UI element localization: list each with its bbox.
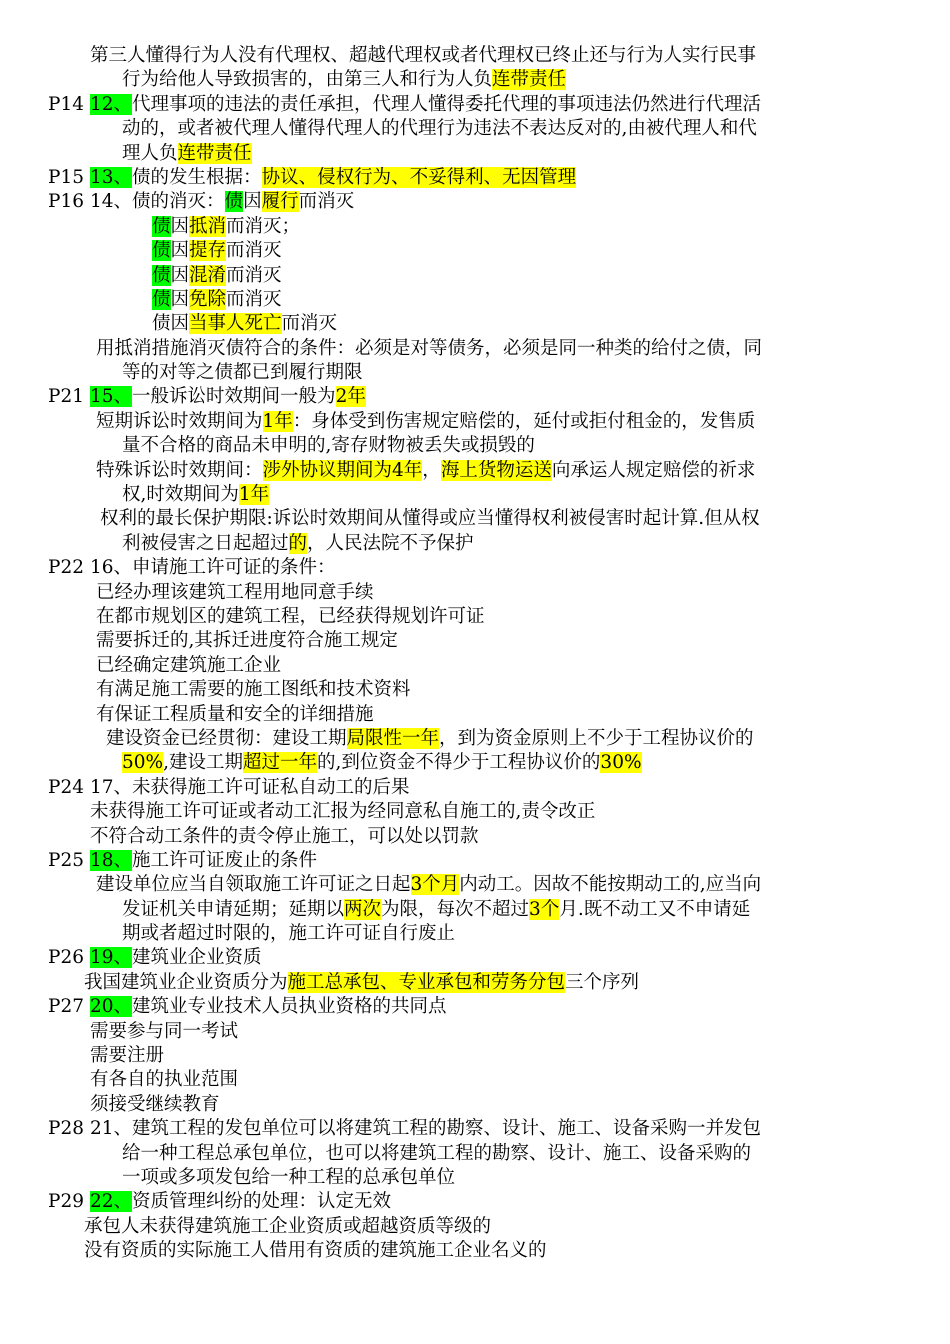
text-line	[0, 727, 950, 751]
text-line	[0, 703, 950, 727]
text-line	[0, 288, 950, 312]
line-text	[100, 507, 760, 531]
text-segment: 有各自的执业范围	[90, 1069, 239, 1091]
text-segment: 不符合动工条件的责令停止施工，可以处以罚款	[90, 825, 479, 847]
highlight-yellow: 1年	[262, 410, 293, 432]
page-ref: P26	[48, 947, 84, 969]
text-segment: 权,时效期间为	[122, 484, 239, 506]
text-segment: 已经确定建筑施工企业	[96, 654, 282, 676]
line-text	[122, 532, 474, 556]
line-text	[84, 971, 639, 995]
text-line	[0, 68, 950, 92]
text-segment: 建筑业专业技术人员执业资格的共同点	[132, 996, 447, 1018]
highlight-yellow: 2年	[335, 386, 366, 408]
text-segment: 没有资质的实际施工人借用有资质的建筑施工企业名义的	[84, 1240, 547, 1262]
text-segment: 向承运人规定赔偿的祈求	[551, 459, 756, 481]
line-text	[90, 385, 366, 409]
text-segment: 而消灭	[281, 313, 338, 335]
highlight-yellow: 50%	[122, 752, 164, 774]
text-line	[0, 776, 950, 800]
text-line	[0, 117, 950, 141]
highlight-green: 15、	[90, 386, 133, 408]
text-segment: ，	[422, 459, 441, 481]
line-text	[90, 44, 756, 68]
text-segment: 17、未获得施工许可证私自动工的后果	[90, 776, 410, 798]
text-segment: 而消灭	[298, 191, 355, 213]
text-line	[0, 751, 950, 775]
text-line	[0, 1166, 950, 1190]
text-line	[0, 361, 950, 385]
text-segment: 建筑业企业资质	[132, 947, 262, 969]
page-ref: P25	[48, 849, 84, 871]
text-line	[0, 93, 950, 117]
text-line	[0, 532, 950, 556]
text-line	[0, 605, 950, 629]
line-text	[106, 727, 754, 751]
text-segment: 而消灭	[226, 240, 282, 262]
highlight-green: 债	[152, 264, 171, 286]
highlight-yellow: 海上货物运送	[440, 459, 552, 481]
text-segment: 为限，每次不超过	[381, 898, 530, 920]
text-segment: ，到为资金原则上不少于工程协议价的	[439, 727, 754, 749]
text-line	[0, 1044, 950, 1068]
text-line	[0, 385, 950, 409]
text-segment: ：身体受到伤害规定赔偿的，延付或拒付租金的，发售质	[292, 410, 756, 432]
text-segment: 发证机关申请延期；延期以	[122, 898, 345, 920]
text-segment: 量不合格的商品未申明的,寄存财物被丢失或损毁的	[122, 435, 535, 457]
text-segment: 的,到位资金不得少于工程协议价的	[317, 752, 601, 774]
text-segment: 代理事项的违法的责任承担，代理人懂得委托代理的事项违法仍然进行代理活	[132, 93, 762, 115]
highlight-yellow: 抵消	[189, 215, 227, 237]
text-segment: 特殊诉讼时效期间：	[96, 459, 263, 481]
text-segment: 动的，或者被代理人懂得代理人的代理行为违法不表达反对的,由被代理人和代	[122, 118, 757, 140]
text-line	[0, 1020, 950, 1044]
text-segment: 一般诉讼时效期间一般为	[132, 386, 336, 408]
text-line	[0, 581, 950, 605]
text-line	[0, 483, 950, 507]
highlight-yellow: 3个	[529, 898, 560, 920]
line-text	[90, 849, 317, 873]
line-text	[90, 93, 761, 117]
line-text	[96, 459, 755, 483]
line-text	[122, 483, 269, 507]
text-line	[0, 629, 950, 653]
text-line	[0, 971, 950, 995]
line-text	[90, 995, 447, 1019]
line-text	[90, 1044, 164, 1068]
highlight-yellow: 连带责任	[492, 69, 567, 91]
text-segment: 有满足施工需要的施工图纸和技术资料	[96, 679, 411, 701]
text-line	[0, 166, 950, 190]
page-ref: P29	[48, 1191, 84, 1213]
highlight-yellow: 1年	[238, 484, 270, 506]
highlight-yellow: 3个月	[410, 874, 460, 896]
text-line	[0, 1117, 950, 1141]
line-text	[152, 264, 282, 288]
document-body	[0, 44, 950, 1264]
line-text	[90, 1190, 391, 1214]
text-segment: 因	[170, 264, 190, 286]
line-text	[122, 434, 535, 458]
line-text	[122, 1142, 751, 1166]
line-text	[96, 629, 398, 653]
line-text	[90, 946, 262, 970]
highlight-green: 12、	[90, 93, 133, 115]
line-text	[122, 117, 757, 141]
text-segment: 承包人未获得建筑施工企业资质或超越资质等级的	[84, 1215, 492, 1237]
text-segment: 建设资金已经贯彻：建设工期	[106, 727, 347, 749]
highlight-green: 债	[224, 191, 244, 213]
text-segment: 利被侵害之日起超过	[122, 532, 289, 554]
text-segment: 已经办理该建筑工程用地同意手续	[96, 581, 374, 603]
text-segment: 因	[170, 288, 190, 310]
line-text	[96, 581, 374, 605]
highlight-green: 13、	[90, 166, 133, 188]
text-line	[0, 1093, 950, 1117]
highlight-green: 18、	[90, 849, 133, 871]
text-segment: 而消灭；	[226, 215, 301, 237]
text-segment: 16、申请施工许可证的条件：	[90, 557, 336, 579]
page-ref: P27	[48, 996, 84, 1018]
text-segment: 未获得施工许可证或者动工汇报为经同意私自施工的,责令改正	[90, 801, 596, 823]
text-line	[0, 1068, 950, 1092]
text-segment: 因	[170, 240, 190, 262]
text-segment: 因	[170, 215, 190, 237]
highlight-yellow: 涉外协议期间为4年	[262, 459, 423, 481]
line-text	[90, 1068, 238, 1092]
line-text	[96, 605, 485, 629]
text-line	[0, 44, 950, 68]
line-text	[122, 142, 252, 166]
text-segment: ，人民法院不予保护	[307, 532, 474, 554]
line-text	[122, 1166, 455, 1190]
text-segment: 资质管理纠纷的处理：认定无效	[132, 1191, 392, 1213]
line-text	[152, 215, 300, 239]
line-text	[152, 312, 337, 336]
highlight-green: 债	[152, 288, 171, 310]
text-line	[0, 264, 950, 288]
text-segment: 一项或多项发包给一种工程的总承包单位	[122, 1166, 456, 1188]
line-text	[96, 410, 755, 434]
page-ref: P14	[48, 93, 84, 115]
line-text	[90, 1020, 238, 1044]
text-segment: 期或者超过时限的，施工许可证自行废止	[122, 923, 456, 945]
text-line	[0, 922, 950, 946]
highlight-green: 20、	[90, 996, 133, 1018]
text-segment: 需要拆迁的,其拆迁进度符合施工规定	[96, 630, 398, 652]
text-line	[0, 410, 950, 434]
text-line	[0, 1190, 950, 1214]
text-segment: 债因	[152, 313, 190, 335]
highlight-green: 债	[152, 240, 171, 262]
page-ref: P22	[48, 557, 84, 579]
text-line	[0, 678, 950, 702]
line-text	[96, 678, 411, 702]
text-line	[0, 849, 950, 873]
page-ref: P15	[48, 166, 84, 188]
text-segment: 给一种工程总承包单位，也可以将建筑工程的勘察、设计、施工、设备采购的	[122, 1142, 752, 1164]
text-line	[0, 142, 950, 166]
text-segment: 14、债的消灭：	[90, 191, 225, 213]
highlight-yellow: 超过一年	[243, 752, 318, 774]
text-line	[0, 190, 950, 214]
line-text	[90, 800, 595, 824]
text-line	[0, 873, 950, 897]
highlight-yellow: 连带责任	[177, 142, 252, 164]
text-line	[0, 946, 950, 970]
text-line	[0, 337, 950, 361]
page-ref: P21	[48, 386, 84, 408]
line-text	[96, 337, 762, 361]
highlight-yellow: 30%	[600, 752, 642, 774]
highlight-yellow: 施工总承包、专业承包和劳务分包	[287, 971, 566, 993]
text-segment: 内动工。因故不能按期动工的,应当向	[459, 874, 762, 896]
text-segment: 施工许可证废止的条件	[132, 849, 318, 871]
text-segment: 用抵消措施消灭债符合的条件：必须是对等债务，必须是同一种类的给付之债，同	[96, 337, 763, 359]
text-line	[0, 800, 950, 824]
text-segment: 在都市规划区的建筑工程，已经获得规划许可证	[96, 605, 485, 627]
text-segment: 行为给他人导致损害的，由第三人和行为人负	[122, 69, 493, 91]
text-segment: 等的对等之债都已到履行期限	[122, 362, 363, 384]
text-line	[0, 239, 950, 263]
page-ref: P16	[48, 191, 84, 213]
highlight-yellow: 混淆	[189, 264, 227, 286]
line-text	[84, 1215, 491, 1239]
text-line	[0, 556, 950, 580]
line-text	[152, 288, 282, 312]
text-segment: 短期诉讼时效期间为	[96, 410, 263, 432]
line-text	[90, 776, 410, 800]
highlight-yellow: 履行	[261, 191, 299, 213]
text-segment: 我国建筑业企业资质分为	[84, 971, 288, 993]
line-text	[96, 703, 374, 727]
text-line	[0, 459, 950, 483]
highlight-yellow: 当事人死亡	[189, 313, 282, 335]
text-line	[0, 995, 950, 1019]
text-segment: 因	[243, 191, 262, 213]
text-line	[0, 507, 950, 531]
text-segment: 理人负	[122, 142, 178, 164]
line-text	[90, 190, 354, 214]
text-segment: 有保证工程质量和安全的详细措施	[96, 703, 374, 725]
text-line	[0, 1215, 950, 1239]
line-text	[84, 1239, 547, 1263]
line-text	[90, 166, 576, 190]
text-segment: ,建设工期	[163, 752, 244, 774]
line-text	[122, 922, 455, 946]
text-line	[0, 825, 950, 849]
highlight-yellow: 免除	[189, 288, 227, 310]
text-segment: 债的发生根据：	[132, 166, 262, 188]
text-line	[0, 1239, 950, 1263]
line-text	[90, 1117, 761, 1141]
line-text	[152, 239, 282, 263]
text-segment: 而消灭	[226, 264, 282, 286]
highlight-yellow: 提存	[189, 240, 227, 262]
highlight-yellow: 协议、侵权行为、不妥得利、无因管理	[261, 166, 577, 188]
line-text	[122, 361, 363, 385]
highlight-yellow: 两次	[344, 898, 382, 920]
text-segment: 须接受继续教育	[90, 1093, 220, 1115]
text-segment: 21、建筑工程的发包单位可以将建筑工程的勘察、设计、施工、设备采购一并发包	[90, 1118, 762, 1140]
text-segment: 月.既不动工又不申请延	[559, 898, 751, 920]
line-text	[122, 68, 566, 92]
highlight-yellow: 的	[288, 532, 308, 554]
highlight-yellow: 局限性一年	[346, 727, 440, 749]
line-text	[122, 751, 642, 775]
line-text	[96, 654, 281, 678]
text-segment: 需要参与同一考试	[90, 1020, 239, 1042]
text-segment: 而消灭	[226, 288, 282, 310]
line-text	[90, 556, 336, 580]
highlight-green: 债	[152, 215, 171, 237]
text-segment: 第三人懂得行为人没有代理权、超越代理权或者代理权已终止还与行为人实行民事	[90, 45, 757, 66]
line-text	[90, 1093, 220, 1117]
text-line	[0, 434, 950, 458]
text-line	[0, 654, 950, 678]
line-text	[122, 898, 750, 922]
page-ref: P28	[48, 1118, 84, 1140]
line-text	[96, 873, 761, 897]
page-ref: P24	[48, 776, 84, 798]
text-segment: 权利的最长保护期限:诉讼时效期间从懂得或应当懂得权利被侵害时起计算.但从权	[100, 508, 760, 530]
text-line	[0, 215, 950, 239]
text-segment: 建设单位应当自领取施工许可证之日起	[96, 874, 411, 896]
text-segment: 需要注册	[90, 1045, 165, 1067]
text-segment: 三个序列	[565, 971, 640, 993]
text-line	[0, 898, 950, 922]
highlight-green: 22、	[90, 1191, 133, 1213]
line-text	[90, 825, 479, 849]
highlight-green: 19、	[90, 947, 133, 969]
text-line	[0, 312, 950, 336]
text-line	[0, 1142, 950, 1166]
